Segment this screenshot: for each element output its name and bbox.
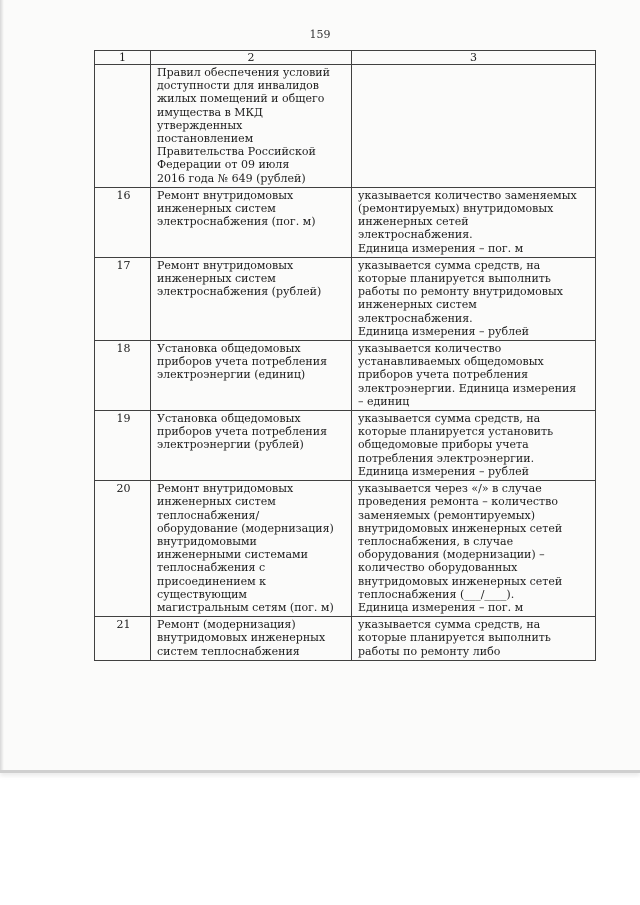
indicator-name-line: электроэнергии (рублей)	[157, 438, 304, 452]
row-description	[352, 481, 596, 617]
description-line: Единица измерения – рублей	[358, 464, 529, 478]
row-indicator-name	[151, 411, 352, 481]
description-line: заменяемых (ремонтируемых)	[358, 508, 536, 522]
description-line: электроснабжения.	[358, 228, 473, 242]
row-description	[352, 257, 596, 340]
indicator-name-line: имущества в МКД	[157, 105, 263, 119]
row-number: 18	[95, 341, 151, 411]
row-description	[352, 187, 596, 257]
table-row	[95, 411, 596, 481]
indicator-name-line: Федерации от 09 июля	[157, 158, 290, 172]
page-number: 159	[309, 28, 331, 41]
table-row	[95, 65, 596, 188]
row-indicator-name	[151, 187, 352, 257]
row-number: 19	[95, 411, 151, 481]
indicator-name-line: Ремонт внутридомовых	[157, 258, 294, 272]
row-indicator-name	[151, 617, 352, 661]
column-header-name: 2	[151, 51, 352, 65]
row-number: 20	[95, 481, 151, 617]
description-line: указывается количество заменяемых	[358, 188, 577, 202]
indicator-name-line: присоединением к	[157, 574, 267, 588]
indicator-name-line: теплоснабжения/	[157, 508, 260, 522]
indicator-name-line: приборов учета потребления	[157, 355, 328, 369]
description-line: (ремонтируемых) внутридомовых	[358, 202, 554, 216]
description-line: потребления электроэнергии.	[358, 451, 535, 465]
indicator-name-line: доступности для инвалидов	[157, 79, 319, 93]
indicator-name-line: утвержденных	[157, 118, 243, 132]
description-line: которые планируется установить	[358, 425, 554, 439]
table-row	[95, 257, 596, 340]
row-description	[352, 65, 596, 188]
table-row	[95, 341, 596, 411]
indicator-name-line: оборудование (модернизация)	[157, 521, 334, 535]
indicator-name-line: внутридомовых инженерных	[157, 631, 326, 645]
table-row	[95, 187, 596, 257]
regulation-table	[94, 50, 596, 661]
indicator-name-line: постановлением	[157, 132, 254, 146]
description-line: электроснабжения.	[358, 311, 473, 325]
row-description	[352, 617, 596, 661]
table-header-row	[95, 51, 596, 65]
description-line: работы по ремонту внутридомовых	[358, 285, 563, 299]
description-line: теплоснабжения (___/____).	[358, 587, 515, 601]
row-number: 16	[95, 187, 151, 257]
description-line: оборудования (модернизации) –	[358, 548, 545, 562]
indicator-name-line: Ремонт внутридомовых	[157, 188, 294, 202]
description-line: указывается сумма средств, на	[358, 258, 541, 272]
description-line: указывается количество	[358, 342, 502, 356]
indicator-name-line: инженерных систем	[157, 495, 276, 509]
row-number	[95, 65, 151, 188]
row-indicator-name	[151, 341, 352, 411]
indicator-name-line: Установка общедомовых	[157, 412, 301, 426]
indicator-name-line: систем теплоснабжения	[157, 644, 300, 658]
row-number: 21	[95, 617, 151, 661]
description-line: количество оборудованных	[358, 561, 518, 575]
indicator-name-line: Ремонт внутридомовых	[157, 482, 294, 496]
row-number: 17	[95, 257, 151, 340]
indicator-name-line: инженерными системами	[157, 548, 308, 562]
description-line: внутридомовых инженерных сетей	[358, 574, 563, 588]
indicator-name-line: Установка общедомовых	[157, 342, 301, 356]
table-row	[95, 617, 596, 661]
row-indicator-name	[151, 481, 352, 617]
row-description	[352, 411, 596, 481]
description-line: инженерных систем	[358, 298, 477, 312]
description-line: инженерных сетей	[358, 215, 469, 229]
indicator-name-line: существующим	[157, 587, 247, 601]
description-line: Единица измерения – пог. м	[358, 600, 524, 614]
indicator-name-line: инженерных систем	[157, 272, 276, 286]
column-header-description: 3	[352, 51, 596, 65]
description-line: Единица измерения – рублей	[358, 324, 529, 338]
row-indicator-name	[151, 257, 352, 340]
description-line: указывается через «/» в случае	[358, 482, 542, 496]
indicator-name-line: инженерных систем	[157, 202, 276, 216]
indicator-name-line: электроснабжения (пог. м)	[157, 215, 316, 229]
description-line: внутридомовых инженерных сетей	[358, 521, 563, 535]
row-indicator-name	[151, 65, 352, 188]
description-line: электроэнергии. Единица измерения	[358, 381, 577, 395]
description-line: которые планируется выполнить	[358, 631, 551, 645]
description-line: проведения ремонта – количество	[358, 495, 558, 509]
indicator-name-line: электроэнергии (единиц)	[157, 368, 306, 382]
row-description	[352, 341, 596, 411]
indicator-name-line: магистральным сетям (пог. м)	[157, 600, 334, 614]
indicator-name-line: Правительства Российской	[157, 145, 316, 159]
indicator-name-line: 2016 года № 649 (рублей)	[157, 171, 306, 185]
scan-edge-shadow	[0, 0, 4, 770]
description-line: приборов учета потребления	[358, 368, 529, 382]
indicator-name-line: теплоснабжения с	[157, 561, 266, 575]
description-line: указывается сумма средств, на	[358, 618, 541, 632]
description-line: работы по ремонту либо	[358, 644, 501, 658]
table-row	[95, 481, 596, 617]
indicator-name-line: электроснабжения (рублей)	[157, 285, 322, 299]
description-line: устанавливаемых общедомовых	[358, 355, 544, 369]
column-header-number: 1	[95, 51, 151, 65]
indicator-name-line: внутридомовыми	[157, 534, 257, 548]
description-line: Единица измерения – пог. м	[358, 241, 524, 255]
indicator-name-line: Правил обеспечения условий	[157, 66, 330, 79]
description-line: указывается сумма средств, на	[358, 412, 541, 426]
indicator-name-line: Ремонт (модернизация)	[157, 618, 296, 632]
description-line: – единиц	[358, 394, 410, 408]
indicator-name-line: жилых помещений и общего	[157, 92, 325, 106]
description-line: которые планируется выполнить	[358, 272, 551, 286]
description-line: общедомовые приборы учета	[358, 438, 529, 452]
indicator-name-line: приборов учета потребления	[157, 425, 328, 439]
description-line: теплоснабжения, в случае	[358, 534, 514, 548]
